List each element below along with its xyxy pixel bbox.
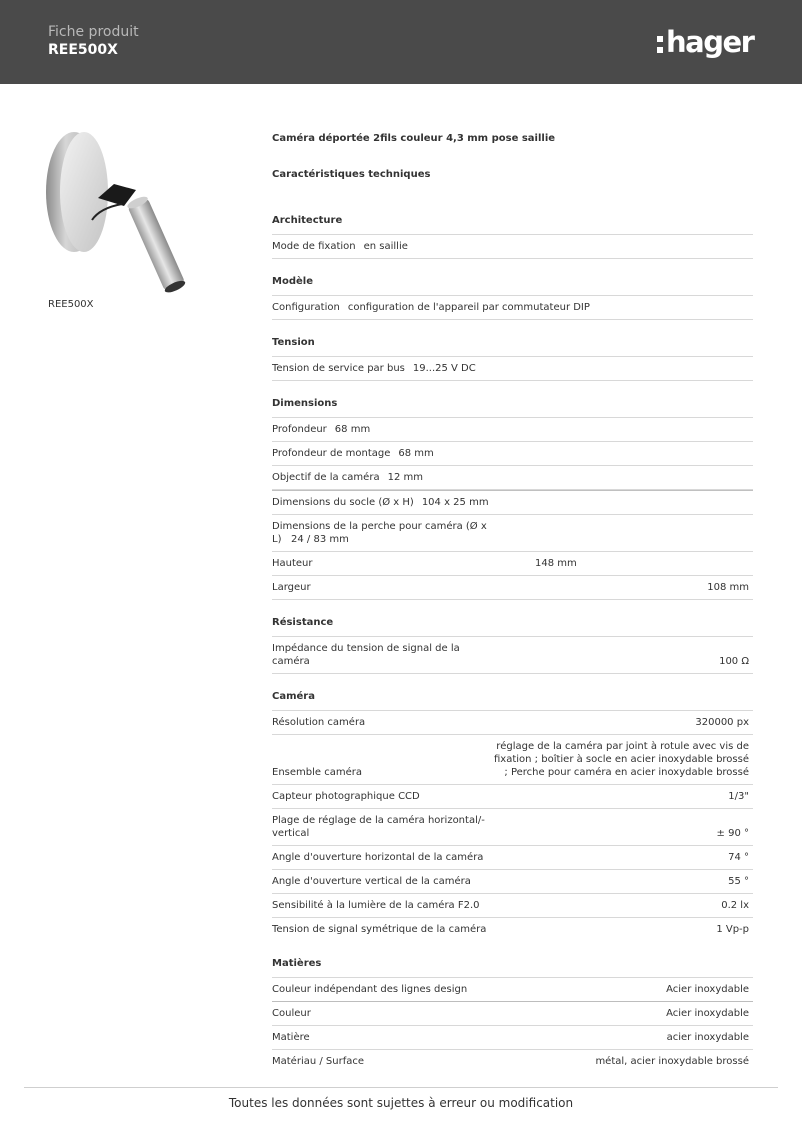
spec-row (272, 785, 753, 809)
spec-label: Ensemble caméra (272, 767, 362, 778)
spec-label: Configuration (272, 302, 340, 313)
spec-row (272, 918, 753, 941)
spec-label: Angle d'ouverture horizontal de la caméra (272, 852, 484, 863)
spec-label: Profondeur de montage (272, 448, 391, 459)
camera-product-image (40, 128, 200, 298)
spec-label: Dimensions de la perche pour caméra (Ø x L) (272, 521, 487, 545)
spec-row (272, 894, 753, 918)
spec-label: Profondeur (272, 424, 327, 435)
spec-label: Plage de réglage de la caméra horizontal/-vertical (272, 815, 485, 839)
spec-row (272, 490, 753, 515)
spec-row (272, 466, 753, 490)
spec-value: Acier inoxydable (666, 984, 749, 995)
spec-value: 100 Ω (719, 656, 749, 667)
spec-label: Impédance du tension de signal de la caméra (272, 643, 460, 667)
spec-row (272, 870, 753, 894)
product-title: Caméra déportée 2fils couleur 4,3 mm pose saillie (272, 133, 556, 144)
spec-row (272, 1026, 753, 1050)
spec-content (272, 132, 753, 1073)
section-tension: Tension (272, 328, 753, 357)
spec-label: Mode de fixation (272, 241, 356, 252)
spec-value: réglage de la caméra par joint à rotule avec vis de fixation ; boîtier à socle en acier inoxydable brossé ; Perche pour caméra en acier inoxydable brossé (494, 741, 749, 778)
spec-label: Résolution caméra (272, 717, 366, 728)
spec-label: Tension de service par bus (272, 363, 405, 374)
spec-row (272, 576, 753, 600)
spec-value: Acier inoxydable (666, 1008, 749, 1019)
spec-row (272, 552, 753, 576)
spec-value: 0.2 lx (721, 900, 749, 911)
spec-row (272, 296, 753, 320)
spec-value: configuration de l'appareil par commutateur DIP (347, 302, 590, 313)
spec-label: Matière (272, 1032, 310, 1043)
spec-value: acier inoxydable (666, 1032, 749, 1043)
logo-text: hager (666, 25, 754, 59)
spec-label: Couleur (272, 1008, 311, 1019)
spec-label: Dimensions du socle (Ø x H) (272, 497, 414, 508)
spec-value: 68 mm (398, 448, 434, 459)
footer-disclaimer: Toutes les données sont sujettes à erreur ou modification (228, 1096, 574, 1110)
section-modele: Modèle (272, 267, 753, 296)
spec-value: 55 ° (728, 876, 749, 887)
spec-row (272, 1002, 753, 1026)
spec-label: Couleur indépendant des lignes design (272, 984, 468, 995)
spec-row (272, 809, 753, 846)
section-dimensions: Dimensions (272, 389, 753, 418)
spec-row (272, 357, 753, 381)
spec-row (272, 711, 753, 735)
spec-value: 108 mm (707, 582, 749, 593)
spec-row (272, 1050, 753, 1073)
spec-row (272, 846, 753, 870)
spec-label: Largeur (272, 582, 311, 593)
spec-value: 74 ° (728, 852, 749, 863)
spec-label: Angle d'ouverture vertical de la caméra (272, 876, 471, 887)
header-subtitle: Fiche produit (48, 24, 139, 40)
section-architecture: Architecture (272, 206, 753, 235)
spec-label: Objectif de la caméra (272, 472, 380, 483)
spec-row (272, 978, 753, 1002)
spec-row (272, 418, 753, 442)
section-resistance: Résistance (272, 608, 753, 637)
footer-divider (24, 1087, 778, 1088)
spec-value: ± 90 ° (716, 828, 749, 839)
spec-row (272, 637, 753, 674)
header-product-ref: REE500X (48, 42, 118, 58)
spec-value: 19...25 V DC (412, 363, 476, 374)
spec-value: 12 mm (387, 472, 423, 483)
spec-label: Capteur photographique CCD (272, 791, 420, 802)
spec-value: 1 Vp-p (716, 924, 749, 935)
spec-value: 148 mm (535, 558, 577, 569)
spec-value: 24 / 83 mm (291, 534, 349, 545)
spec-row (272, 235, 753, 259)
spec-heading: Caractéristiques techniques (272, 169, 431, 180)
spec-label: Sensibilité à la lumière de la caméra F2.0 (272, 900, 480, 911)
logo-dots-icon (657, 36, 663, 53)
spec-row (272, 442, 753, 466)
spec-value: en saillie (363, 241, 408, 252)
spec-label: Matériau / Surface (272, 1056, 365, 1067)
spec-row (272, 735, 753, 785)
section-camera: Caméra (272, 682, 753, 711)
image-caption: REE500X (48, 299, 94, 310)
spec-value: 1/3" (728, 791, 749, 802)
spec-row (272, 515, 753, 552)
spec-value: métal, acier inoxydable brossé (595, 1056, 749, 1067)
hager-logo (657, 26, 753, 58)
spec-label: Tension de signal symétrique de la caméra (272, 924, 487, 935)
spec-value: 68 mm (334, 424, 371, 435)
spec-value: 320000 px (695, 717, 749, 728)
section-matieres: Matières (272, 949, 753, 978)
page-header (0, 0, 802, 84)
spec-value: 104 x 25 mm (421, 497, 489, 508)
spec-label: Hauteur (272, 558, 313, 569)
